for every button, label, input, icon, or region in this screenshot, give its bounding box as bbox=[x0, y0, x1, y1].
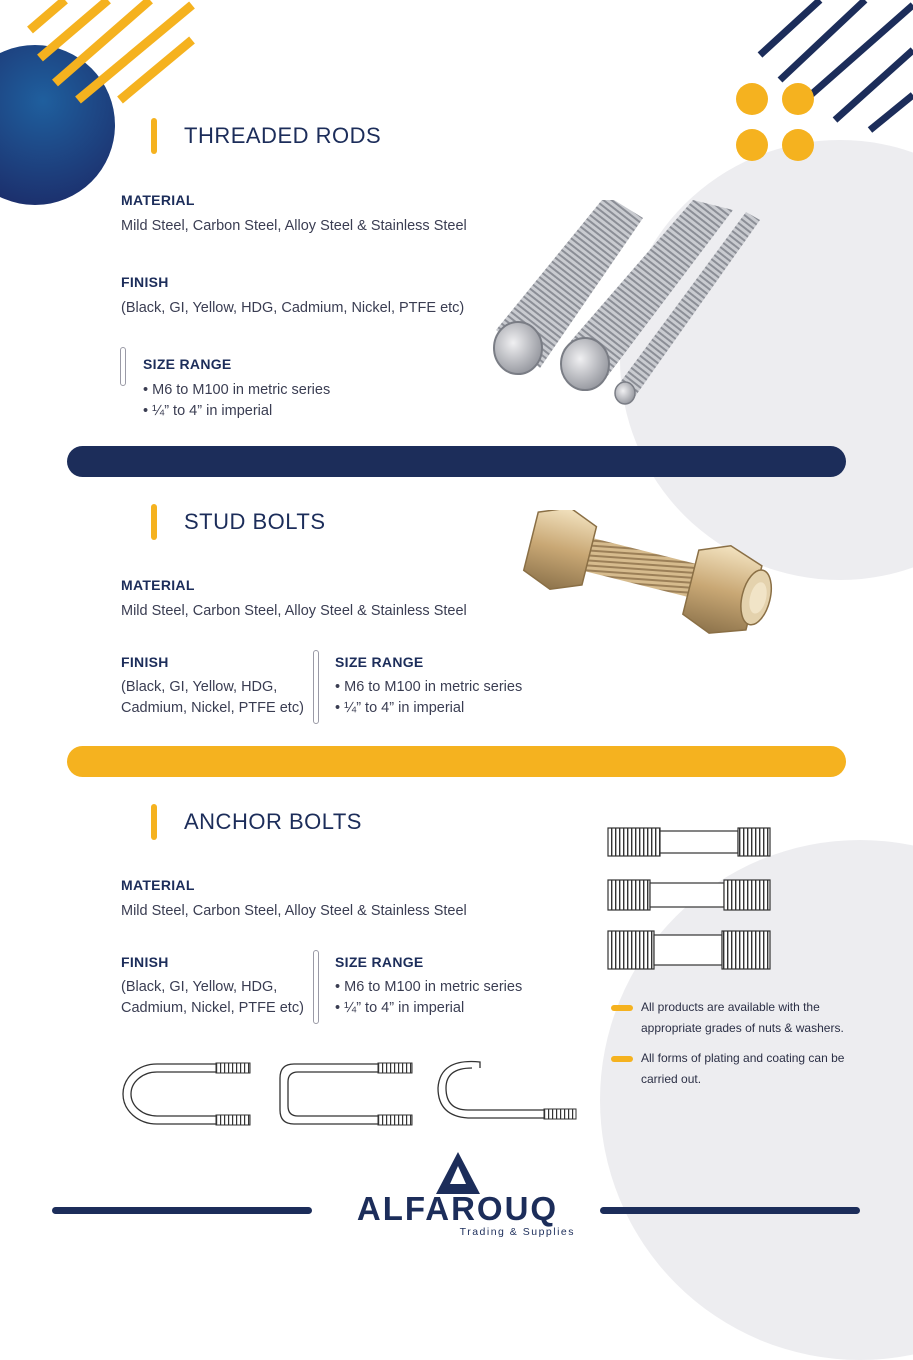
stud-bolt-image bbox=[515, 510, 780, 650]
logo-wordmark: ALFAROUQ bbox=[356, 1190, 559, 1227]
finish-text-line: (Black, GI, Yellow, HDG, bbox=[121, 679, 278, 695]
material-label: MATERIAL bbox=[121, 577, 195, 593]
size-range-label: SIZE RANGE bbox=[143, 356, 232, 372]
material-label: MATERIAL bbox=[121, 192, 195, 208]
material-text: Mild Steel, Carbon Steel, Alloy Steel & Stainless Steel bbox=[121, 603, 467, 619]
j-bolt-drawing bbox=[432, 1056, 582, 1128]
double-end-studs-drawing bbox=[603, 820, 778, 975]
section-accent-bar bbox=[151, 504, 157, 540]
finish-text-line: (Black, GI, Yellow, HDG, bbox=[121, 979, 278, 995]
section-title-anchor-bolts: ANCHOR BOLTS bbox=[184, 809, 362, 834]
note-line: All products are available with the bbox=[641, 1000, 820, 1014]
decoration-dots bbox=[735, 82, 817, 164]
section-title-threaded-rods: THREADED RODS bbox=[184, 123, 382, 148]
size-range-marker bbox=[120, 347, 126, 386]
size-range-divider bbox=[313, 650, 319, 724]
size-range-list bbox=[335, 677, 522, 719]
note-line: carried out. bbox=[641, 1072, 702, 1086]
threaded-rods-image bbox=[488, 200, 768, 410]
u-bolt-round-drawing bbox=[112, 1058, 257, 1130]
section-title-stud-bolts: STUD BOLTS bbox=[184, 509, 326, 534]
section-accent-bar bbox=[151, 804, 157, 840]
finish-text-line: Cadmium, Nickel, PTFE etc) bbox=[121, 1000, 304, 1016]
size-range-item: • M6 to M100 in metric series bbox=[143, 380, 330, 401]
size-range-item: • ¼” to 4” in imperial bbox=[335, 698, 522, 719]
logo-mark-icon bbox=[436, 1152, 480, 1194]
note-bullet bbox=[611, 1005, 633, 1011]
size-range-item: • ¼” to 4” in imperial bbox=[335, 998, 522, 1019]
section-accent-bar bbox=[151, 118, 157, 154]
u-bolt-square-drawing bbox=[274, 1058, 419, 1130]
size-range-item: • M6 to M100 in metric series bbox=[335, 977, 522, 998]
footer-line-left bbox=[52, 1207, 312, 1214]
note-line: appropriate grades of nuts & washers. bbox=[641, 1021, 844, 1035]
finish-text: (Black, GI, Yellow, HDG, Cadmium, Nickel, PTFE etc) bbox=[121, 300, 465, 316]
size-range-divider bbox=[313, 950, 319, 1024]
section-divider-yellow bbox=[67, 746, 846, 777]
note-plating-coating bbox=[641, 1048, 871, 1090]
size-range-label: SIZE RANGE bbox=[335, 954, 424, 970]
note-line: All forms of plating and coating can be bbox=[641, 1051, 845, 1065]
finish-label: FINISH bbox=[121, 274, 169, 290]
section-divider-navy bbox=[67, 446, 846, 477]
logo-tagline: Trading & Supplies bbox=[459, 1226, 575, 1238]
size-range-list bbox=[143, 380, 330, 422]
size-range-label: SIZE RANGE bbox=[335, 654, 424, 670]
material-label: MATERIAL bbox=[121, 877, 195, 893]
material-text: Mild Steel, Carbon Steel, Alloy Steel & Stainless Steel bbox=[121, 903, 467, 919]
note-bullet bbox=[611, 1056, 633, 1062]
finish-label: FINISH bbox=[121, 654, 169, 670]
footer-line-right bbox=[600, 1207, 860, 1214]
material-text: Mild Steel, Carbon Steel, Alloy Steel & Stainless Steel bbox=[121, 218, 467, 234]
finish-label: FINISH bbox=[121, 954, 169, 970]
note-nuts-washers bbox=[641, 997, 871, 1039]
size-range-item: • M6 to M100 in metric series bbox=[335, 677, 522, 698]
size-range-list bbox=[335, 977, 522, 1019]
size-range-item: • ¼” to 4” in imperial bbox=[143, 401, 330, 422]
finish-text-line: Cadmium, Nickel, PTFE etc) bbox=[121, 700, 304, 716]
